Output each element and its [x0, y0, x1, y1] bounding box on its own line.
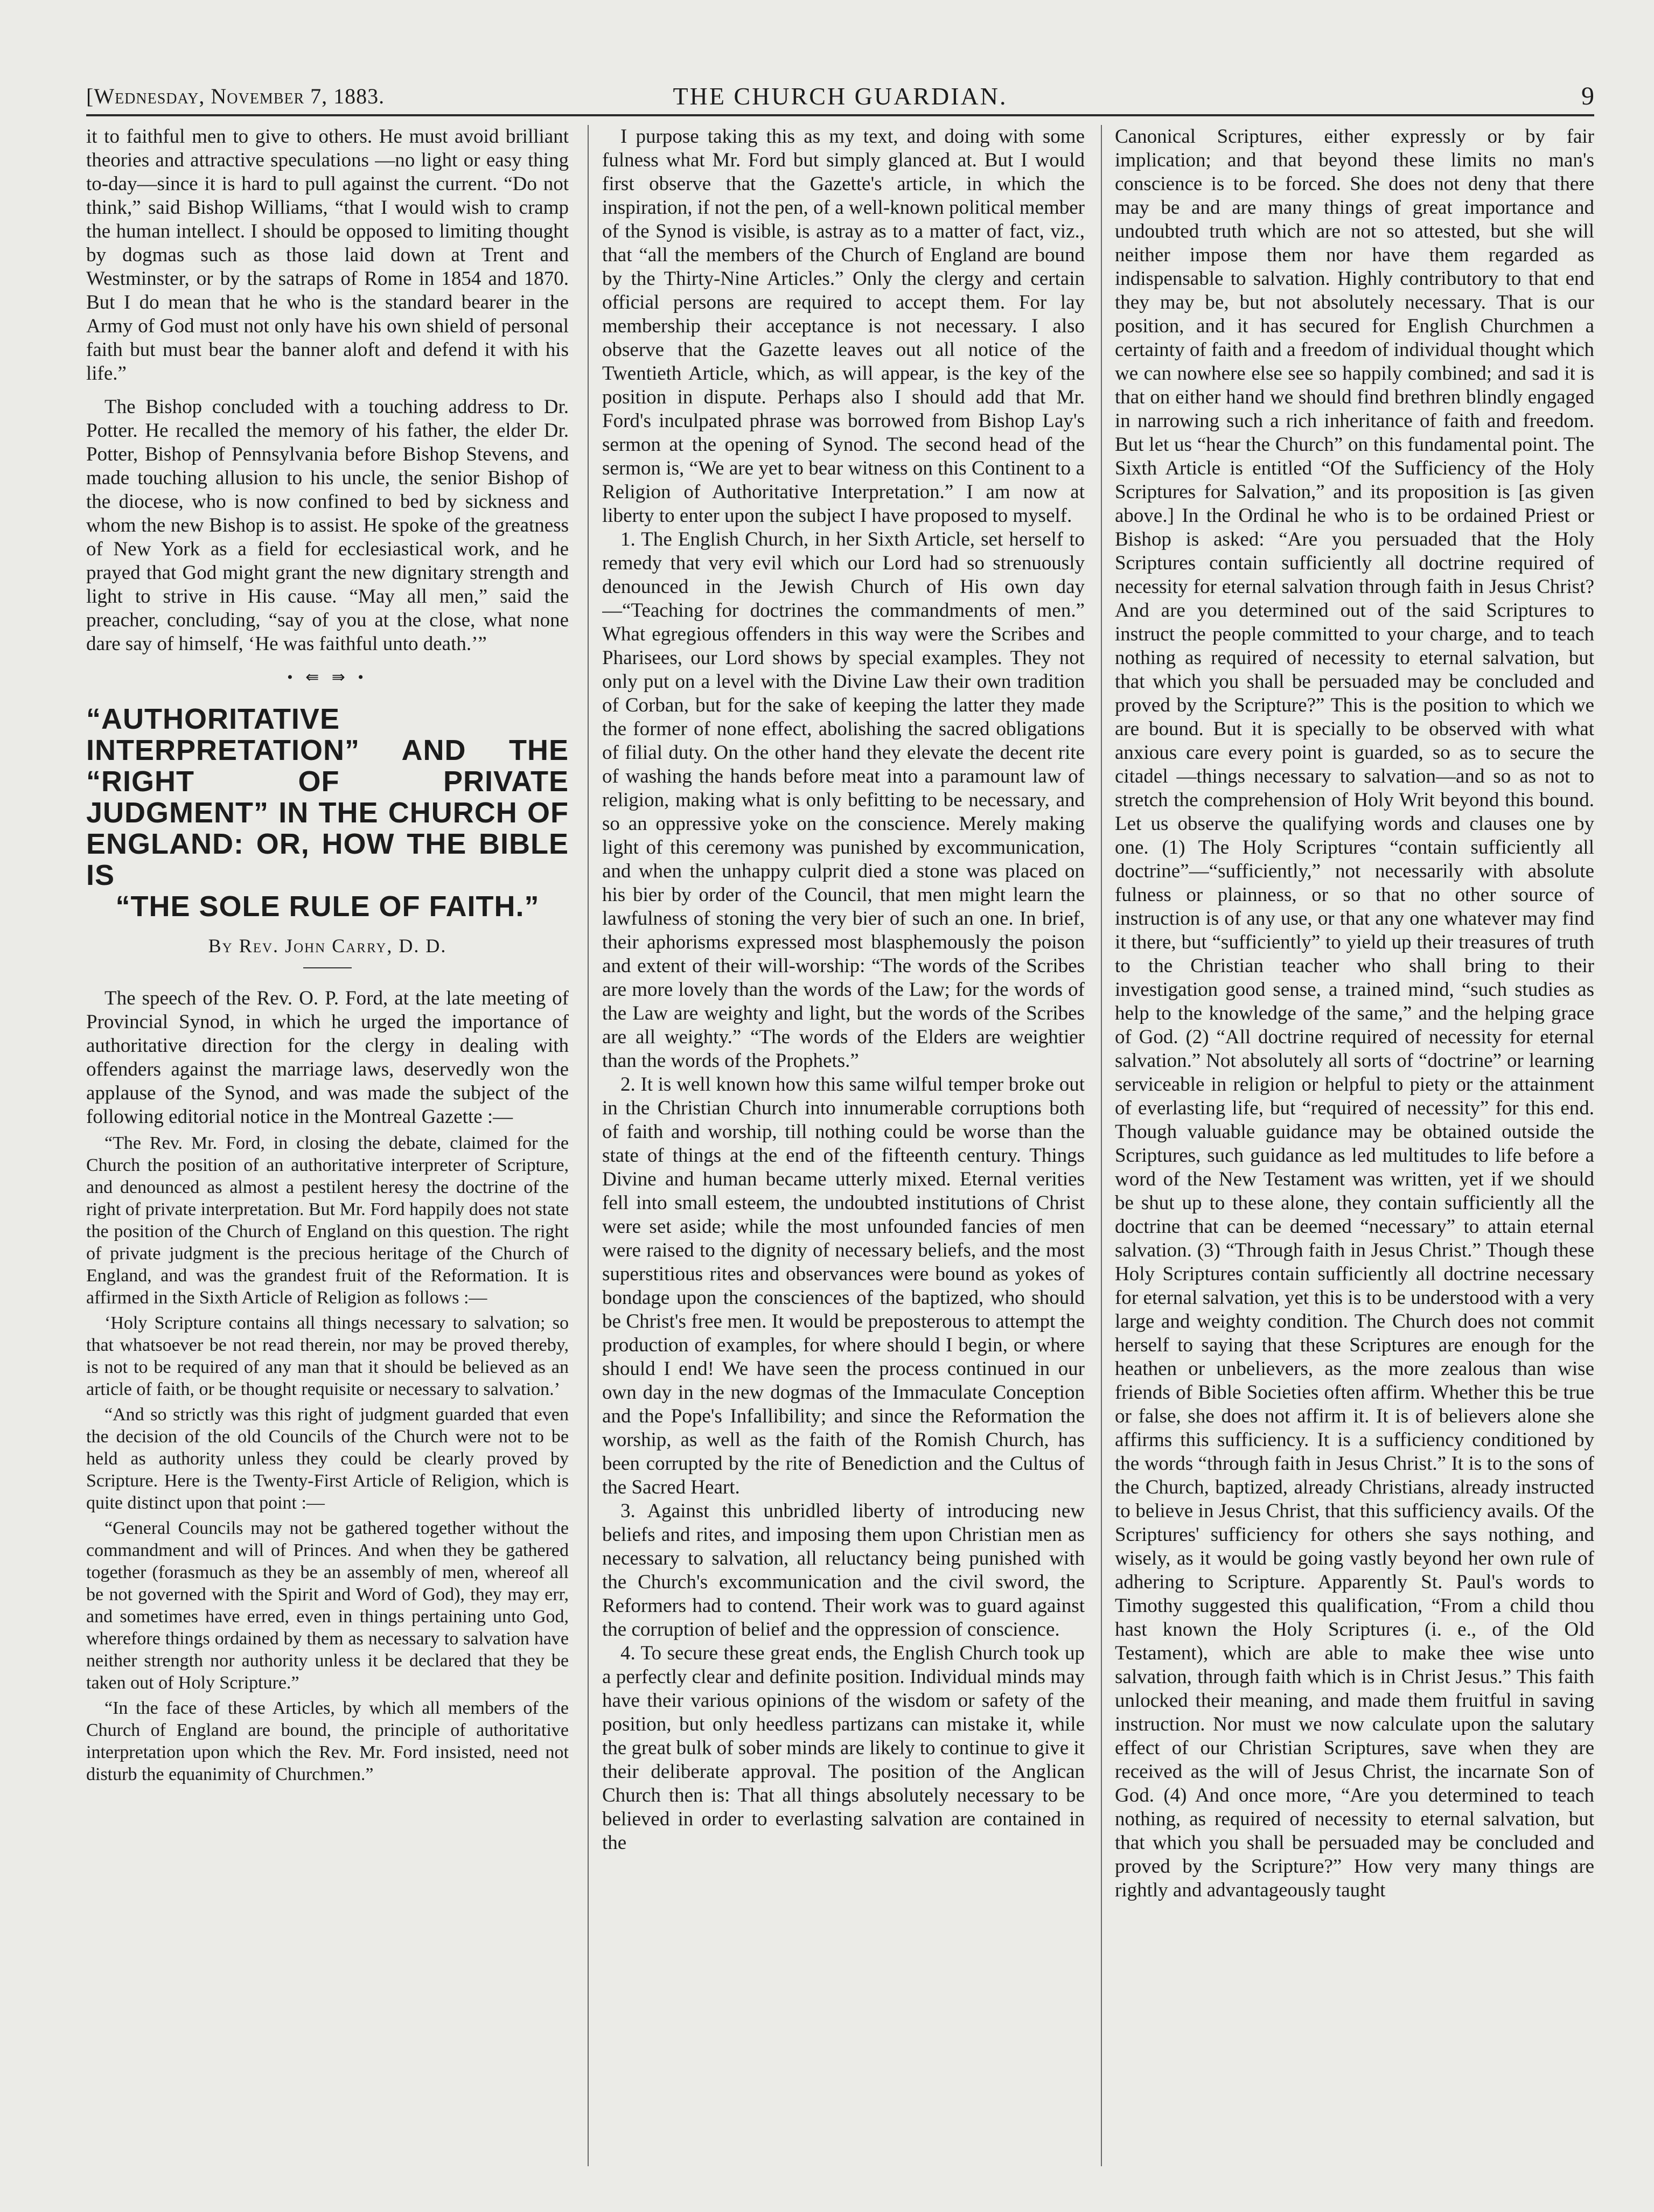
column-middle [602, 125, 1085, 2172]
paragraph: 2. It is well known how this same wilful temper broke out in the Christian Church into innumerable corruptions both of faith and worship, till nothing could be worse than the state of things at the end of the fifteenth century. Things Divine and human became utterly mixed. Eternal verities fell into small esteem, the undoubted institutions of Christ were set aside; while the most unfounded fancies of men were raised to the dignity of necessary beliefs, and the most superstitious rites and observances were bound as yokes of bondage upon the consciences of the baptized, who should be Christ's free men. It would be preposterous to attempt the production of examples, for where should I begin, or where should I end! We have seen the process continued in our own day in the new dogmas of the Immaculate Conception and the Pope's Infallibility; and since the Reformation the worship, as well as the faith of the Romish Church, has been corrupted by the rite of Benediction and the Cultus of the Sacred Heart. [602, 1073, 1085, 1498]
column-right [1115, 125, 1594, 2172]
byline-rule [303, 967, 352, 968]
paragraph: The speech of the Rev. O. P. Ford, at the late meeting of Provincial Synod, in which he urged the importance of authoritative direction for the clergy in dealing with offenders against the marriage laws, deservedly won the applause of the Synod, and was made the subject of the following editorial notice in the Montreal Gazette :— [86, 987, 569, 1128]
article-headline [86, 703, 569, 922]
headline-last-line: “THE SOLE RULE OF FAITH.” [115, 890, 540, 923]
quoted-paragraph: “In the face of these Articles, by which all members of the Church of England are bound, the principle of authoritative interpretation upon which the Rev. Mr. Ford insisted, need not disturb the equanimity of Churchmen.” [86, 1698, 569, 1784]
issue-date: [Wednesday, November 7, 1883. [86, 84, 385, 108]
quoted-paragraph: ‘Holy Scripture contains all things necessary to salvation; so that whatsoever be not read therein, nor may be proved thereby, is not to be required of any man that it should be believed as an article of faith, or be thought requisite or necessary to salvation.’ [86, 1313, 569, 1399]
masthead [86, 81, 1594, 112]
page-number: 9 [1581, 82, 1594, 110]
column-divider [1101, 125, 1102, 2166]
quoted-paragraph: “General Councils may not be gathered together without the commandment and will of Princes. And when they be gathered together (forasmuch as they be an assembly of men, whereof all be not governed with the Spirit and Word of God), they may err, and sometimes have erred, even in things pertaining unto God, wherefore things ordained by them as necessary to salvation have neither strength nor authority unless it be declared that they be taken out of Holy Scripture.” [86, 1518, 569, 1693]
paragraph: it to faithful men to give to others. He must avoid brilliant theories and attractive speculations —no light or easy thing to-day—since it is hard to pull against the current. “Do not think,” said Bishop Williams, “that I would wish to cramp the human intellect. I should be opposed to limiting thought by dogmas such as those laid down at Trent and Westminster, or by the satraps of Rome in 1854 and 1870. But I do mean that he who is the standard bearer in the Army of God must not only have his own shield of personal faith but must bear the banner aloft and defend it with his life.” [86, 125, 569, 385]
paragraph: 1. The English Church, in her Sixth Article, set herself to remedy that very evil which our Lord had so strenuously denounced in the Jewish Church of His own day—“Teaching for doctrines the commandments of men.” What egregious offenders in this way were the Scribes and Pharisees, our Lord shows by special examples. They not only put on a level with the Divine Law their own tradition of Corban, but for the sake of keeping the latter they made the former of none effect, abolishing the sacred obligations of filial duty. On the other hand they elevate the decent rite of washing the hands before meat into a paramount law of religion, making what is only befitting to be necessary, and so an oppressive yoke on the conscience. Merely making light of this ceremony was punished by excommunication, and when the unhappy culprit died a stone was placed on his bier by order of the Council, that men might learn the lawfulness of stoning the very bier of such an one. In brief, their aphorisms expressed most blasphemously the poison and extent of their will-worship: “The words of the Scribes are more lovely than the words of the Law; for the words of the Law are weighty and light, but the words of the Scribes are all weighty.” “The words of the Elders are weightier than the words of the Prophets.” [602, 528, 1085, 1072]
section-ornament: • ⇚ ⇛ • [287, 668, 368, 686]
masthead-rule [86, 114, 1594, 116]
paragraph: 4. To secure these great ends, the English Church took up a perfectly clear and definite position. Individual minds may have their various opinions of the wisdom or safety of the position, but only heedless partizans can mistake it, while the great bulk of sober minds are likely to continue to give it their deliberate approval. The position of the Anglican Church then is: That all things absolutely necessary to be believed in order to everlasting salvation are contained in the [602, 1642, 1085, 1854]
column-left [86, 125, 569, 2172]
paragraph: The Bishop concluded with a touching address to Dr. Potter. He recalled the memory of his father, the elder Dr. Potter, Bishop of Pennsylvania before Bishop Stevens, and made touching allusion to his uncle, the senior Bishop of the diocese, who is now confined to bed by sickness and whom the new Bishop is to assist. He spoke of the greatness of New York as a field for ecclesiastical work, and he prayed that God might grant the new dignitary strength and light to strive in His cause. “May all men,” said the preacher, concluding, “say of you at the close, what none dare say of himself, ‘He was faithful unto death.’” [86, 396, 569, 655]
column-divider [588, 125, 589, 2166]
headline-text: “AUTHORITATIVE INTERPRETATION” AND THE “RIGHT OF PRIVATE JUDGMENT” IN THE CHURCH OF ENGLAND: OR, HOW THE BIBLE IS [86, 703, 569, 891]
paragraph: 3. Against this unbridled liberty of introducing new beliefs and rites, and imposing them upon Christian men as necessary to salvation, all reluctancy being punished with the Church's excommunication and the civil sword, the Reformers had to contend. Their work was to guard against the corruption of belief and the oppression of conscience. [602, 1500, 1085, 1641]
newspaper-title: THE CHURCH GUARDIAN. [673, 82, 1008, 110]
article-byline: By Rev. John Carry, D. D. [208, 935, 447, 957]
paragraph: Canonical Scriptures, either expressly or by fair implication; and that beyond these limits no man's conscience is to be forced. She does not deny that there may be and are many things of great importance and undoubted truth which are not so attested, but she will neither impose them nor have them regarded as indispensable to salvation. Highly contributory to that end they may be, but not absolutely necessary. That is our position, and it has secured for English Churchmen a certainty of faith and a freedom of individual thought which we can nowhere else see so happily combined; and sad it is that on either hand we should find brethren blindly engaged in narrowing such a rich inheritance of faith and freedom. But let us “hear the Church” on this fundamental point. The Sixth Article is entitled “Of the Sufficiency of the Holy Scriptures for Salvation,” and its proposition is [as given above.] In the Ordinal he who is to be ordained Priest or Bishop is asked: “Are you persuaded that the Holy Scriptures contain sufficiently all doctrine required of necessity for eternal salvation through faith in Jesus Christ? And are you determined out of the said Scriptures to instruct the people committed to your charge, and to teach nothing as required of necessity to eternal salvation, but that which you shall be persuaded may be concluded and proved by the Scripture?” This is the position to which we are bound. But it is specially to be observed with what anxious care every point is guarded, so as to secure the citadel —things necessary to salvation—and so as not to stretch the comprehension of Holy Writ beyond this bound. Let us observe the qualifying words and clauses one by one. (1) The Holy Scriptures “contain sufficiently all doctrine”—“sufficiently,” not necessarily with absolute fulness or plainness, or so that no other source of instruction is of any use, or that any one whatever may find it there, but “sufficiently” to yield up their treasures of truth to the Christian teacher who shall bring to their investigation good sense, a trained mind, “such studies as help to the knowledge of the same,” and the helping grace of God. (2) “All doctrine required of necessity for eternal salvation.” Not absolutely all sorts of “doctrine” or learning serviceable in religion or helpful to piety or the attainment of everlasting life, but “required of necessity” for this end. Though valuable guidance may be obtained outside the Scriptures, such guidance as led multitudes to life before a word of the New Testament was written, yet if we should be shut up to these alone, they contain sufficiently all the doctrine that can be deemed “necessary” to attain eternal salvation. (3) “Through faith in Jesus Christ.” Though these Holy Scriptures contain sufficiently all doctrine necessary for eternal salvation, yet this is to be understood with a very large and weighty condition. The Church does not commit herself to saying that these Scriptures are enough for the heathen or unbelievers, as the more zealous than wise friends of Bible Societies often affirm. Whether this be true or false, she does not affirm it. It is of believers alone she affirms this sufficiency. It is a sufficiency conditioned by the words “through faith in Jesus Christ.” It is to the sons of the Church, baptized, already Christians, already instructed to believe in Jesus Christ, that this sufficiency avails. Of the Scriptures' sufficiency for others she says nothing, and wisely, as it would be going vastly beyond her own rule of adhering to Scripture. Apparently St. Paul's words to Timothy suggested this qualification, “From a child thou hast known the Holy Scriptures (i. e., of the Old Testament), which are able to make thee wise unto salvation, through faith which is in Christ Jesus.” This faith unlocked their meaning, and made them fruitful in saving instruction. Nor must we now calculate upon the salutary effect of our Christian Scriptures, save when they are received as the will of Jesus Christ, the incarnate Son of God. (4) And once more, “Are you determined to teach nothing, as required of necessity to eternal salvation, but that which you shall be persuaded may be concluded and proved by the Scripture?” How very many things are rightly and advantageously taught [1115, 125, 1594, 1901]
paragraph: I purpose taking this as my text, and doing with some fulness what Mr. Ford but simply glanced at. But I would first observe that the Gazette's article, in which the inspiration, if not the pen, of a well-known political member of the Synod is visible, is astray as to a matter of fact, viz., that “all the members of the Church of England are bound by the Thirty-Nine Articles.” Only the clergy and certain official persons are required to accept them. For lay membership their acceptance is not necessary. I also observe that the Gazette leaves out all notice of the Twentieth Article, which, as will appear, is the key of the position in dispute. Perhaps also I should add that Mr. Ford's inculpated phrase was borrowed from Bishop Lay's sermon at the opening of Synod. The second head of the sermon is, “We are yet to bear witness on this Continent to a Religion of Authoritative Interpretation.” I am now at liberty to enter upon the subject I have proposed to myself. [602, 125, 1085, 527]
quoted-paragraph: “The Rev. Mr. Ford, in closing the debate, claimed for the Church the position of an authoritative interpreter of Scripture, and denounced as almost a pestilent heresy the doctrine of the right of private interpretation. But Mr. Ford happily does not state the position of the Church of England on this question. The right of private judgment is the precious heritage of the Church of England, and was the grandest fruit of the Reformation. It is affirmed in the Sixth Article of Religion as follows :— [86, 1133, 569, 1308]
quoted-paragraph: “And so strictly was this right of judgment guarded that even the decision of the old Councils of the Church were not to be held as authority unless they could be clearly proved by Scripture. Here is the Twenty-First Article of Religion, which is quite distinct upon that point :— [86, 1405, 569, 1513]
